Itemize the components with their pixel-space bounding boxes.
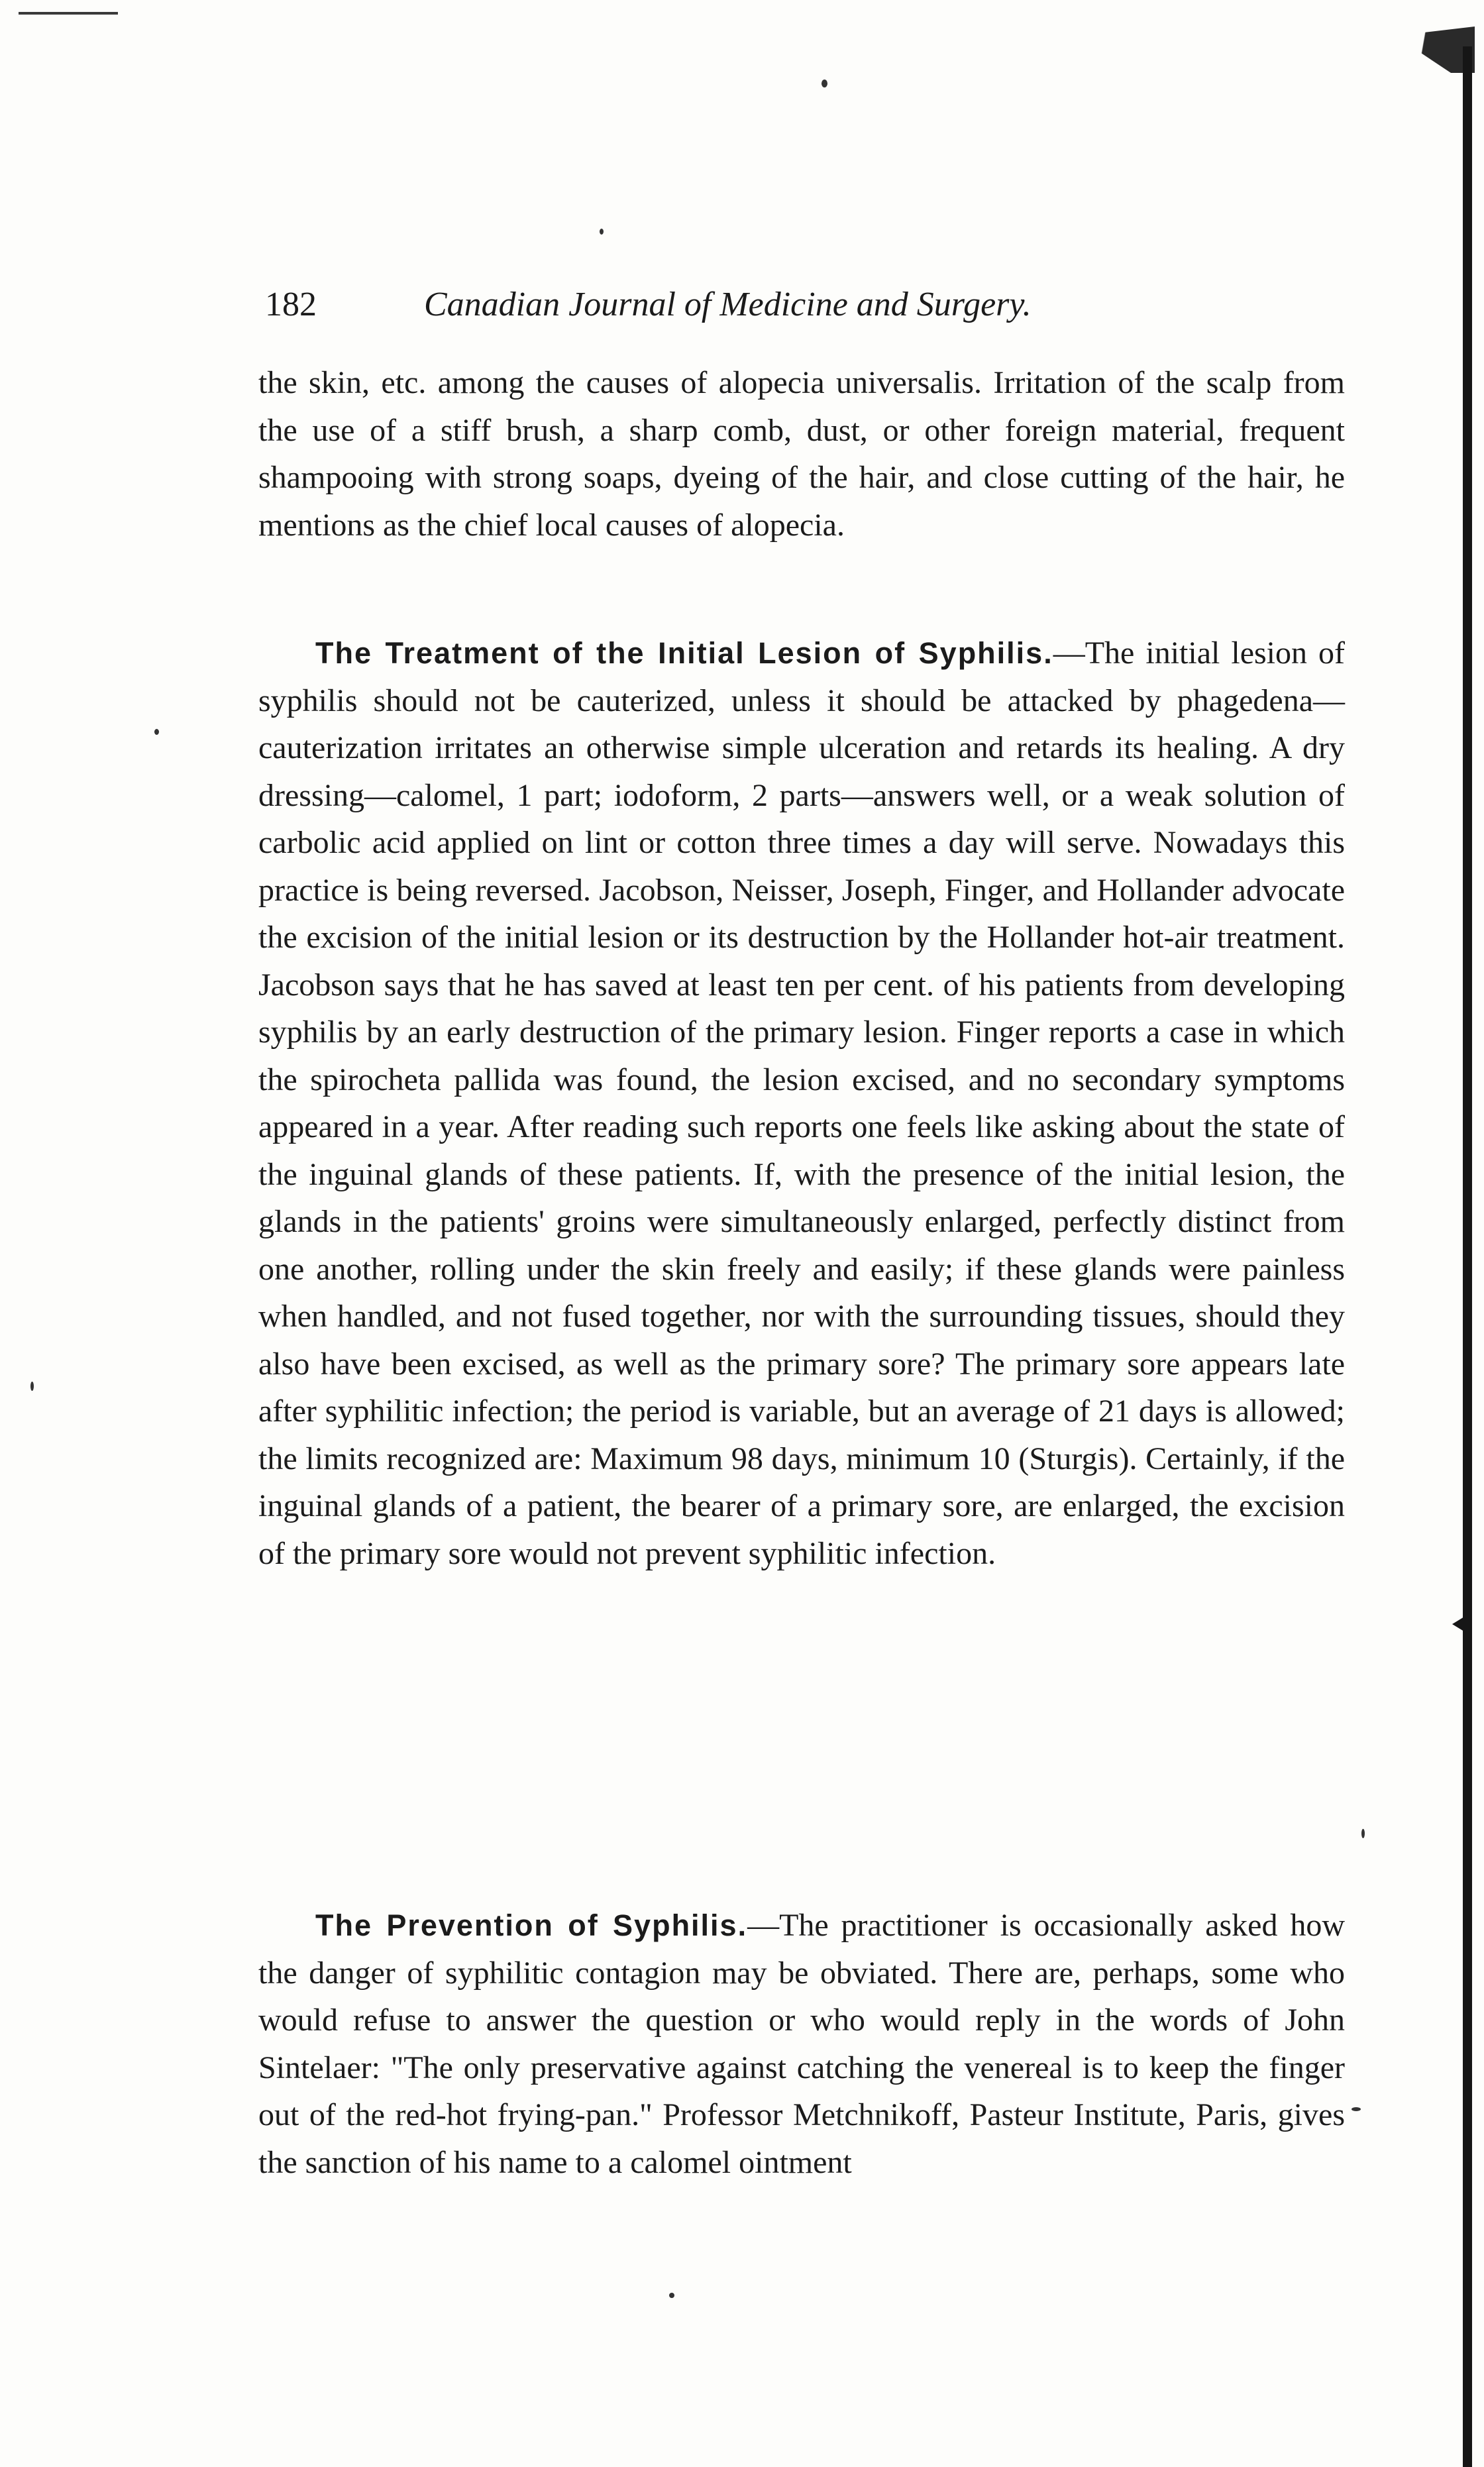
running-header bbox=[265, 278, 1239, 331]
treatment-section bbox=[258, 630, 1345, 1577]
treatment-paragraph bbox=[258, 630, 1345, 1577]
ink-speck bbox=[1361, 1829, 1365, 1838]
spine-notch bbox=[1452, 1617, 1464, 1631]
ink-speck bbox=[600, 229, 604, 235]
ink-speck bbox=[30, 1382, 34, 1391]
prevention-heading: The Prevention of Syphilis. bbox=[315, 1908, 748, 1942]
opening-paragraph-block bbox=[258, 359, 1345, 549]
ink-speck bbox=[1352, 2107, 1361, 2111]
treatment-body: —The initial lesion of syphilis should not be cauterized, unless it should be attacked by phagedena—cauterization irritates an otherwise simple ulceration and retards its healing. A dry dressing—calomel, 1 part; iodoform, 2 parts—answers well, or a weak solution of carbolic acid applied on lint or cotton three times a day will serve. Nowadays this practice is being reversed. Jacobson, Neisser, Joseph, Finger, and Hollander advocate the excision of the initial lesion or its destruction by the Hollander hot-air treatment. Jacobson says that he has saved at least ten per cent. of his patients from developing syphilis by an early destruction of the primary lesion. Finger reports a case in which the spirocheta pallida was found, the lesion excised, and no secondary symptoms appeared in a year. After reading such reports one feels like asking about the state of the inguinal glands of these patients. If, with the presence of the initial lesion, the glands in the patients' groins were simultaneously enlarged, perfectly distinct from one another, rolling under the skin freely and easily; if these glands were painless when handled, and not fused together, nor with the surrounding tissues, should they also have been excised, as well as the primary sore? The primary sore appears late after syphilitic infection; the period is variable, but an average of 21 days is allowed; the limits recognized are: Maximum 98 days, minimum 10 (Sturgis). Certainly, if the inguinal glands of a patient, the bearer of a primary sore, are enlarged, the excision of the primary sore would not prevent syphilitic infection. bbox=[258, 635, 1346, 1571]
opening-paragraph: the skin, etc. among the causes of alopecia universalis. Irritation of the scalp from the use of a stiff brush, a sharp comb, dust, or other foreign material, frequent shampooing with strong soaps, dyeing of the hair, and close cutting of the hair, he mentions as the chief local causes of alopecia. bbox=[258, 365, 1345, 543]
page-number: 182 bbox=[265, 286, 317, 323]
prevention-body: —The practitioner is occasionally asked how the danger of syphilitic contagion may be obviated. There are, perhaps, some who would refuse to answer the question or who would reply in the words of John Sintelaer: "The only preservative against catching the venereal is to keep the finger out of the red-hot frying-pan." Professor Metchnikoff, Pasteur Institute, Paris, gives the sanction of his name to a calomel ointment bbox=[258, 1908, 1345, 2180]
running-title: Canadian Journal of Medicine and Surgery. bbox=[424, 286, 1032, 323]
book-spine-edge bbox=[1463, 46, 1472, 2467]
prevention-section bbox=[258, 1902, 1345, 2186]
footer-speck bbox=[669, 2293, 674, 2298]
prevention-paragraph bbox=[258, 1902, 1345, 2186]
scan-edge-mark bbox=[19, 12, 118, 15]
ink-speck bbox=[154, 729, 159, 735]
treatment-heading: The Treatment of the Initial Lesion of Syphilis. bbox=[315, 636, 1053, 670]
ink-speck bbox=[822, 80, 827, 87]
